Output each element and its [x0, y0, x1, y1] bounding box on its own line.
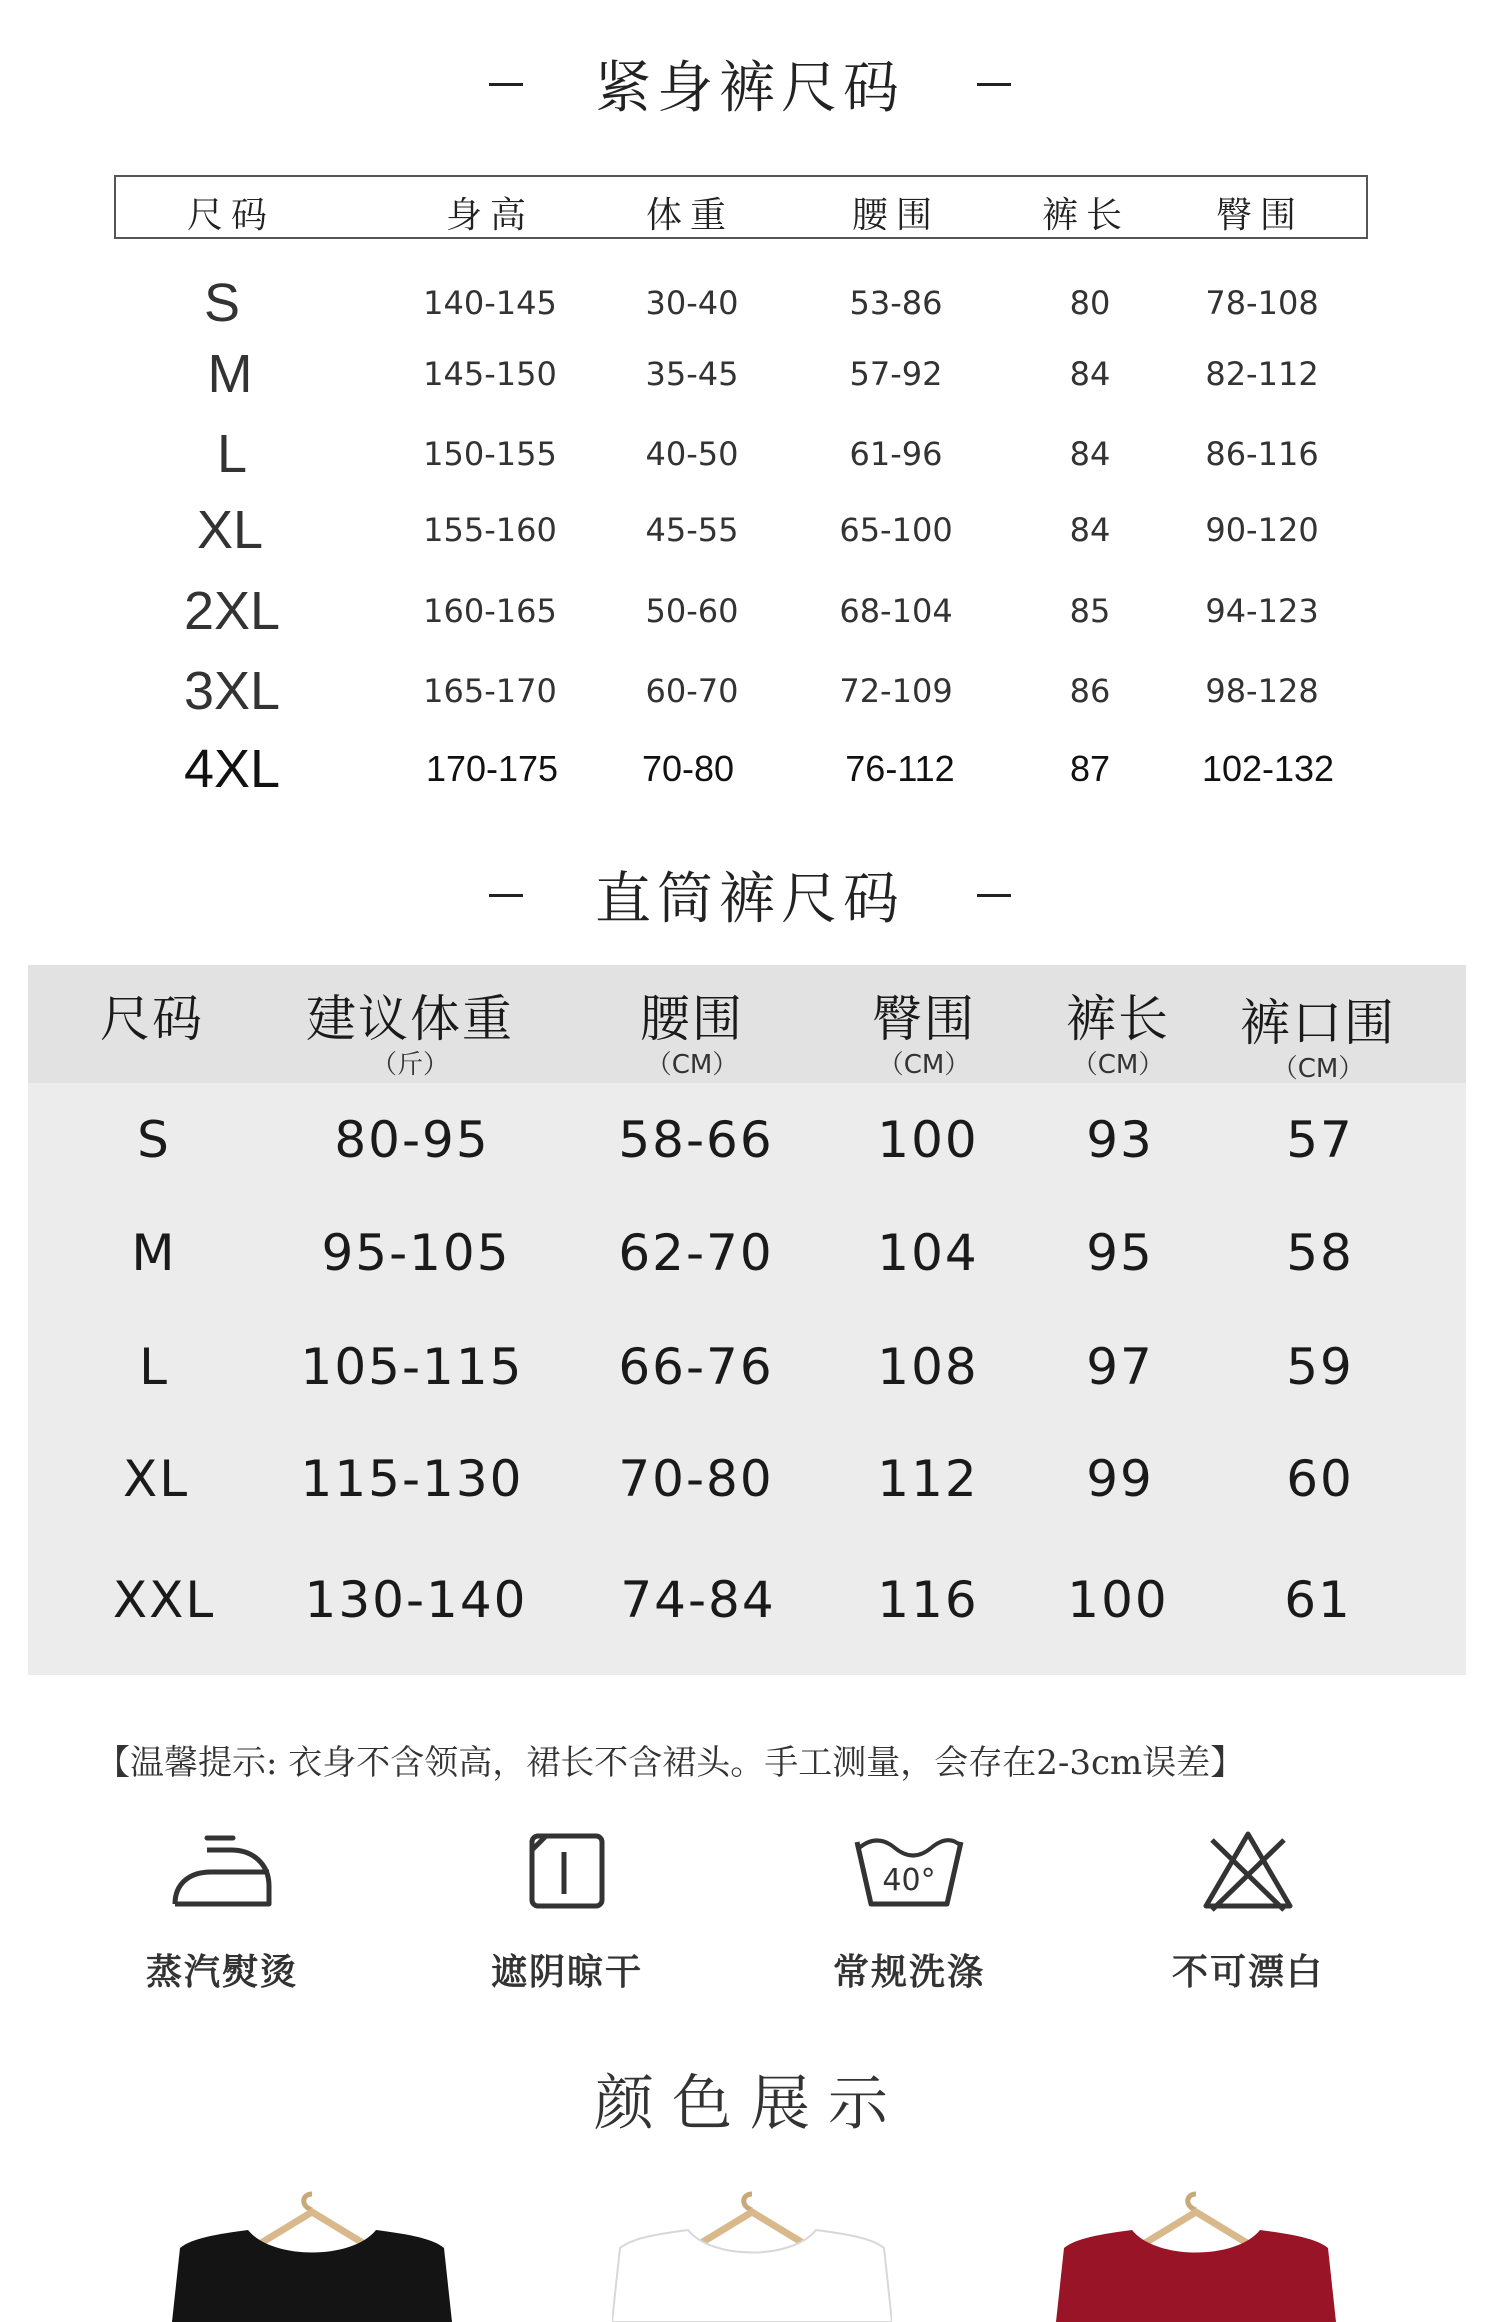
hip-cell: 102-132: [1201, 748, 1335, 789]
header-unit: （CM）: [645, 1050, 739, 1080]
waist-cell: 62-70: [618, 1224, 774, 1282]
straight-header-waist: [640, 987, 744, 1079]
care-item-iron: [102, 1826, 342, 1995]
waist-cell: 70-80: [618, 1450, 774, 1508]
height-cell: 160-165: [423, 592, 557, 630]
size-cell: S: [137, 1111, 171, 1169]
table-row: [0, 500, 1500, 560]
hip-cell: 98-128: [1205, 672, 1319, 710]
weight-cell: 105-115: [300, 1338, 524, 1396]
tight-table-header: [114, 175, 1368, 239]
wash-40-icon: [789, 1826, 1029, 1916]
length-cell: 93: [1086, 1111, 1154, 1169]
height-cell: 150-155: [423, 435, 557, 473]
waist-cell: 74-84: [620, 1571, 776, 1629]
care-label-shade-dry: 遮阴晾干: [490, 1951, 643, 1993]
title-dash-left: [489, 894, 523, 897]
height-cell: 170-175: [425, 748, 559, 789]
color-display-title: 颜色展示: [594, 2069, 906, 2139]
hip-cell: 104: [877, 1224, 979, 1282]
straight-header-size: [100, 987, 204, 1051]
length-cell: 100: [1067, 1571, 1169, 1629]
title-dash-right: [977, 894, 1011, 897]
shirt-swatch-white: [612, 2190, 892, 2322]
tight-header-height: 身高: [445, 195, 535, 236]
title-dash-left: [489, 83, 523, 86]
shirt-swatch-black: [172, 2190, 452, 2322]
iron-icon: [102, 1826, 342, 1916]
hip-cell: 112: [877, 1450, 979, 1508]
height-cell: 155-160: [423, 511, 557, 549]
weight-cell: 130-140: [304, 1571, 528, 1629]
hip-cell: 116: [877, 1571, 979, 1629]
length-cell: 84: [1069, 355, 1111, 393]
hem-cell: 61: [1284, 1571, 1352, 1629]
hip-cell: 100: [877, 1111, 979, 1169]
header-label: 裤口围: [1240, 994, 1396, 1052]
waist-cell: 66-76: [618, 1338, 774, 1396]
straight-header-hip: [872, 987, 976, 1079]
waist-cell: 53-86: [849, 284, 943, 322]
header-label: 腰围: [640, 990, 744, 1048]
size-cell: L: [216, 424, 248, 484]
waist-cell: 58-66: [618, 1111, 774, 1169]
header-label: 建议体重: [306, 990, 514, 1048]
straight-header-hem: [1240, 991, 1396, 1083]
tight-header-length: 裤长: [1041, 195, 1131, 236]
hem-cell: 57: [1286, 1111, 1354, 1169]
waist-cell: 76-112: [845, 748, 955, 789]
size-cell: S: [203, 273, 241, 333]
size-cell: 4XL: [183, 739, 281, 799]
size-cell: XXL: [112, 1571, 216, 1629]
no-bleach-icon: [1128, 1826, 1368, 1916]
tight-header-waist: 腰围: [851, 195, 941, 236]
height-cell: 140-145: [423, 284, 557, 322]
care-label-wash: 常规洗涤: [832, 1951, 985, 1993]
header-unit: （CM）: [1071, 1050, 1165, 1080]
weight-cell: 50-60: [645, 592, 739, 630]
size-cell: 2XL: [183, 581, 281, 641]
weight-cell: 80-95: [334, 1111, 490, 1169]
straight-title-text: 直筒裤尺码: [595, 867, 905, 932]
table-row: [0, 273, 1500, 333]
table-row: [28, 1100, 1466, 1180]
weight-cell: 95-105: [321, 1224, 511, 1282]
size-cell: M: [207, 344, 253, 404]
height-cell: 165-170: [423, 672, 557, 710]
waist-cell: 68-104: [839, 592, 953, 630]
waist-cell: 57-92: [849, 355, 943, 393]
size-cell: XL: [122, 1450, 190, 1508]
size-cell: L: [139, 1338, 169, 1396]
size-cell: M: [131, 1224, 177, 1282]
straight-header-length: [1066, 987, 1170, 1079]
hem-cell: 60: [1286, 1450, 1354, 1508]
length-cell: 99: [1086, 1450, 1154, 1508]
table-row: [0, 739, 1500, 799]
size-cell: XL: [196, 500, 264, 560]
hip-cell: 94-123: [1205, 592, 1319, 630]
header-label: 臀围: [872, 990, 976, 1048]
straight-table-header: [28, 965, 1466, 1083]
weight-cell: 70-80: [641, 748, 735, 789]
length-cell: 84: [1069, 511, 1111, 549]
weight-cell: 35-45: [645, 355, 739, 393]
measurement-notice: 【温馨提示: 衣身不含领高，裙长不含裙头。手工测量，会存在2-3cm误差】: [96, 1743, 1245, 1783]
header-label: 裤长: [1066, 990, 1170, 1048]
shirt-swatch-burgundy: [1056, 2190, 1336, 2322]
straight-section-title: [0, 855, 1500, 935]
hip-cell: 86-116: [1205, 435, 1319, 473]
weight-cell: 45-55: [645, 511, 739, 549]
care-item-shade-dry: [447, 1826, 687, 1995]
waist-cell: 72-109: [839, 672, 953, 710]
table-row: [28, 1439, 1466, 1519]
table-row: [28, 1213, 1466, 1293]
care-item-wash: [789, 1826, 1029, 1995]
table-row: [0, 344, 1500, 404]
length-cell: 97: [1086, 1338, 1154, 1396]
table-row: [0, 661, 1500, 721]
weight-cell: 40-50: [645, 435, 739, 473]
height-cell: 145-150: [423, 355, 557, 393]
hip-cell: 78-108: [1205, 284, 1319, 322]
shade-dry-icon: [447, 1826, 687, 1916]
tight-header-weight: 体重: [645, 195, 735, 236]
tight-section-title: [0, 44, 1500, 124]
waist-cell: 61-96: [849, 435, 943, 473]
table-row: [28, 1560, 1466, 1640]
hem-cell: 58: [1286, 1224, 1354, 1282]
length-cell: 80: [1069, 284, 1111, 322]
header-unit: （斤）: [370, 1050, 449, 1080]
weight-cell: 60-70: [645, 672, 739, 710]
header-unit: （CM）: [1271, 1054, 1365, 1084]
table-row: [0, 581, 1500, 641]
header-label: 尺码: [100, 990, 204, 1048]
care-label-iron: 蒸汽熨烫: [145, 1951, 298, 1993]
straight-header-weight: [306, 987, 514, 1079]
hip-cell: 108: [877, 1338, 979, 1396]
length-cell: 84: [1069, 435, 1111, 473]
care-item-no-bleach: [1128, 1826, 1368, 1995]
length-cell: 87: [1069, 748, 1111, 789]
table-row: [0, 424, 1500, 484]
hem-cell: 59: [1286, 1338, 1354, 1396]
care-label-no-bleach: 不可漂白: [1171, 1951, 1324, 1993]
title-dash-right: [977, 83, 1011, 86]
tight-title-text: 紧身裤尺码: [595, 56, 905, 121]
hip-cell: 90-120: [1205, 511, 1319, 549]
weight-cell: 115-130: [300, 1450, 524, 1508]
table-row: [28, 1327, 1466, 1407]
length-cell: 85: [1069, 592, 1111, 630]
size-cell: 3XL: [183, 661, 281, 721]
header-unit: （CM）: [877, 1050, 971, 1080]
weight-cell: 30-40: [645, 284, 739, 322]
tight-header-size: 尺码: [186, 195, 276, 236]
length-cell: 86: [1069, 672, 1111, 710]
hip-cell: 82-112: [1205, 355, 1319, 393]
tight-header-hip: 臀围: [1215, 195, 1305, 236]
waist-cell: 65-100: [839, 511, 953, 549]
wash-temp-label: 40°: [882, 1863, 936, 1898]
length-cell: 95: [1086, 1224, 1154, 1282]
straight-table: [28, 965, 1466, 1675]
